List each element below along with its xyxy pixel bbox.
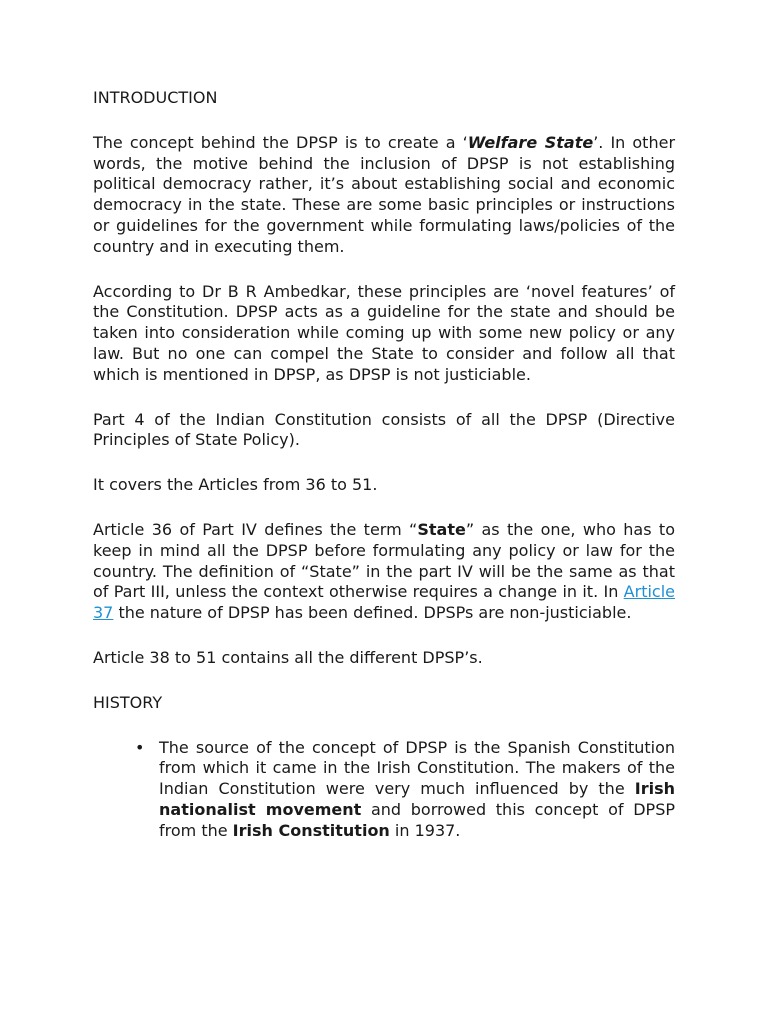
intro-paragraph-article-36 <box>93 520 675 624</box>
intro-paragraph-welfare-state <box>93 133 675 258</box>
history-heading: HISTORY <box>93 692 163 712</box>
article-37-link[interactable]: Article 37 <box>93 582 675 623</box>
intro-paragraph-articles-38-51: Article 38 to 51 contains all the different DPSP’s. <box>93 647 483 667</box>
intro-paragraph-articles-range: It covers the Articles from 36 to 51. <box>93 475 378 495</box>
irish-nationalist-movement-term: Irish nationalist movement <box>159 779 675 819</box>
irish-constitution-term: Irish Constitution <box>232 820 390 840</box>
welfare-state-term: Welfare State <box>467 132 594 152</box>
bullet-icon: • <box>135 737 145 757</box>
intro-p1-text-a: The concept behind the DPSP is to create a ‘ <box>93 132 468 152</box>
intro-p1-text-b: ’. In other words, the motive behind the inclusion of DPSP is not establishing political democracy rather, it’s about establishing social and economic democracy in the state. These are some basic principles or instructions or guidelines for the government while formulating laws/policies of the country and in executing them. <box>93 132 676 256</box>
intro-p5-text-b: ” as the one, who has to keep in mind all the DPSP before formulating any policy or law for the country. The definition of “State” in the part IV will be the same as that of Part III, unless the context otherwise requires a change in it. In <box>93 519 675 602</box>
state-term: State <box>417 519 466 539</box>
intro-p5-text-c: the nature of DPSP has been defined. DPSPs are non-justiciable. <box>113 603 632 623</box>
history-b1-text-c: in 1937. <box>389 820 461 840</box>
history-bullet-list <box>93 738 675 842</box>
intro-paragraph-part-4: Part 4 of the Indian Constitution consists of all the DPSP (Directive Principles of State Policy). <box>93 409 675 450</box>
history-bullet-item <box>135 737 675 842</box>
history-b1-text-b: and borrowed this concept of DPSP from the <box>159 799 675 840</box>
introduction-heading: INTRODUCTION <box>93 88 218 107</box>
history-b1-text-a: The source of the concept of DPSP is the Spanish Constitution from which it came in the Irish Constitution. The makers of the Indian Constitution were very much influenced by the <box>159 737 675 799</box>
intro-p5-text-a: Article 36 of Part IV defines the term “ <box>93 519 418 539</box>
intro-paragraph-ambedkar: According to Dr B R Ambedkar, these principles are ‘novel features’ of the Constitution. DPSP acts as a guideline for the state and should be taken into consideration while coming up with some new policy or any law. But no one can compel the State to consider and follow all that which is mentioned in DPSP, as DPSP is not justiciable. <box>93 281 675 384</box>
